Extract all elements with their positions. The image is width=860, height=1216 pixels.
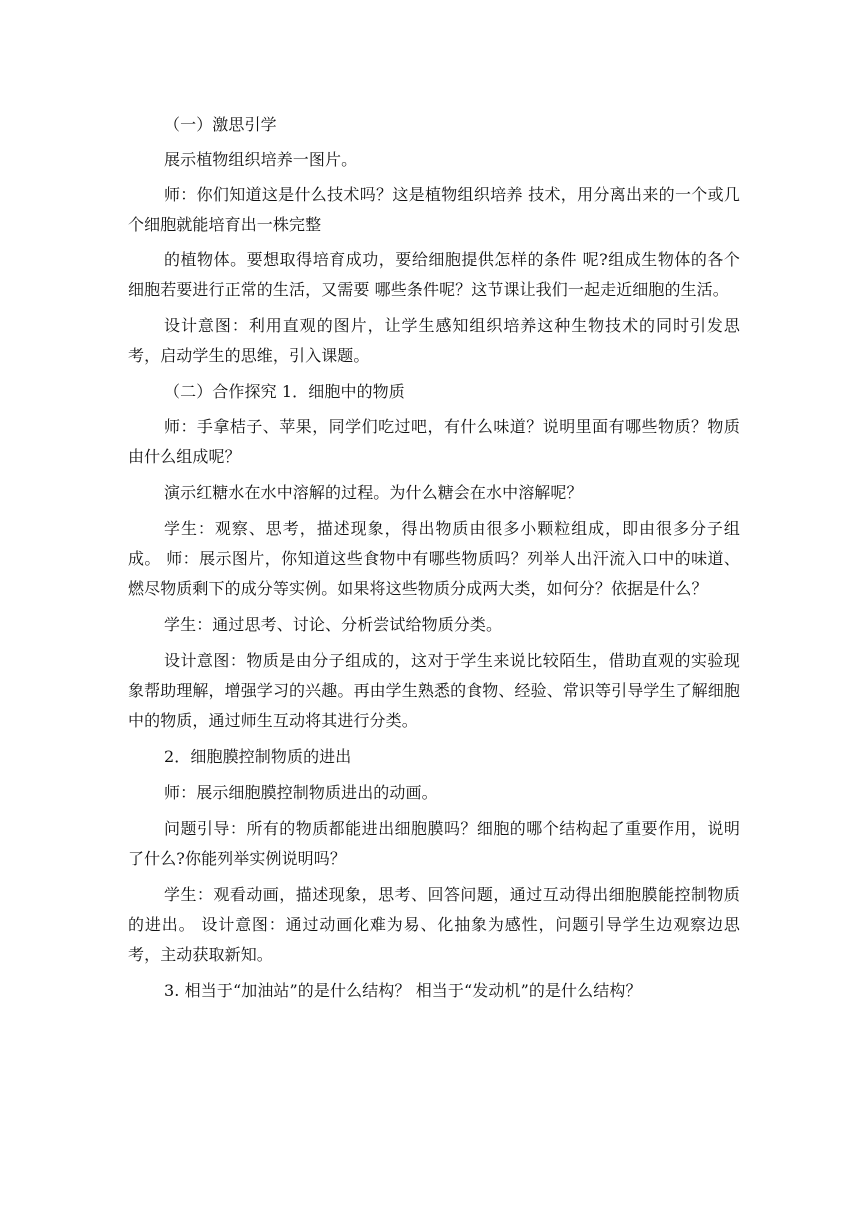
section-heading-2: （二）合作探究 1．细胞中的物质 [164, 382, 405, 401]
paragraph-student-watch: 学生：观看动画，描述现象，思考、回答问题，通过互动得出细胞膜能控制物质的进出。 设计意图：通过动画化难为易、化抽象为感性，问题引导学生边观察边思考，主动获取新知。 [128, 885, 740, 964]
paragraph-student-classify: 学生：通过思考、讨论、分析尝试给物质分类。 [164, 615, 503, 634]
paragraph-design-intent-1: 设计意图：利用直观的图片，让学生感知组织培养这种生物技术的同时引发思考，启动学生的思维，引入课题。 [128, 316, 740, 365]
paragraph-teacher-question: 师：你们知道这是什么技术吗？这是植物组织培养 技术，用分离出来的一个或几个细胞就能培育出一株完整 [128, 185, 740, 234]
section-heading-4: 3. 相当于“加油站”的是什么结构？ 相当于“发动机”的是什么结构？ [164, 981, 642, 1000]
section-heading-1: （一）激思引学 [164, 115, 277, 134]
paragraph-question-guide: 问题引导：所有的物质都能进出细胞膜吗？细胞的哪个结构起了重要作用，说明了什么?你能列举实例说明吗？ [128, 819, 740, 868]
paragraph-show-image: 展示植物组织培养一图片。 [164, 150, 358, 169]
section-heading-3: 2．细胞膜控制物质的进出 [164, 747, 352, 766]
paragraph-sugar-demo: 演示红糖水在水中溶解的过程。为什么糖会在水中溶解呢？ [164, 483, 583, 502]
document-body [128, 110, 740, 1006]
paragraph-design-intent-2: 设计意图：物质是由分子组成的，这对于学生来说比较陌生，借助直观的实验现象帮助理解，增强学习的兴趣。再由学生熟悉的食物、经验、常识等引导学生了解细胞中的物质，通过师生互动将其进行分类。 [128, 651, 740, 730]
paragraph-continuation: 的植物体。要想取得培育成功，要给细胞提供怎样的条件 呢?组成生物体的各个细胞若要进行正常的生活，又需要 哪些条件呢？这节课让我们一起走近细胞的生活。 [128, 250, 740, 299]
paragraph-student-observe: 学生：观察、思考，描述现象，得出物质由很多小颗粒组成，即由很多分子组成。 师：展示图片，你知道这些食物中有哪些物质吗？列举人出汗流入口中的味道、燃尽物质剩下的成分等实例。如果将这些物质分成两大类，如何分？依据是什么？ [128, 519, 740, 598]
paragraph-teacher-animation: 师：展示细胞膜控制物质进出的动画。 [164, 783, 438, 802]
paragraph-teacher-fruit: 师：手拿桔子、苹果，同学们吃过吧，有什么味道？说明里面有哪些物质？物质由什么组成呢？ [128, 417, 740, 466]
